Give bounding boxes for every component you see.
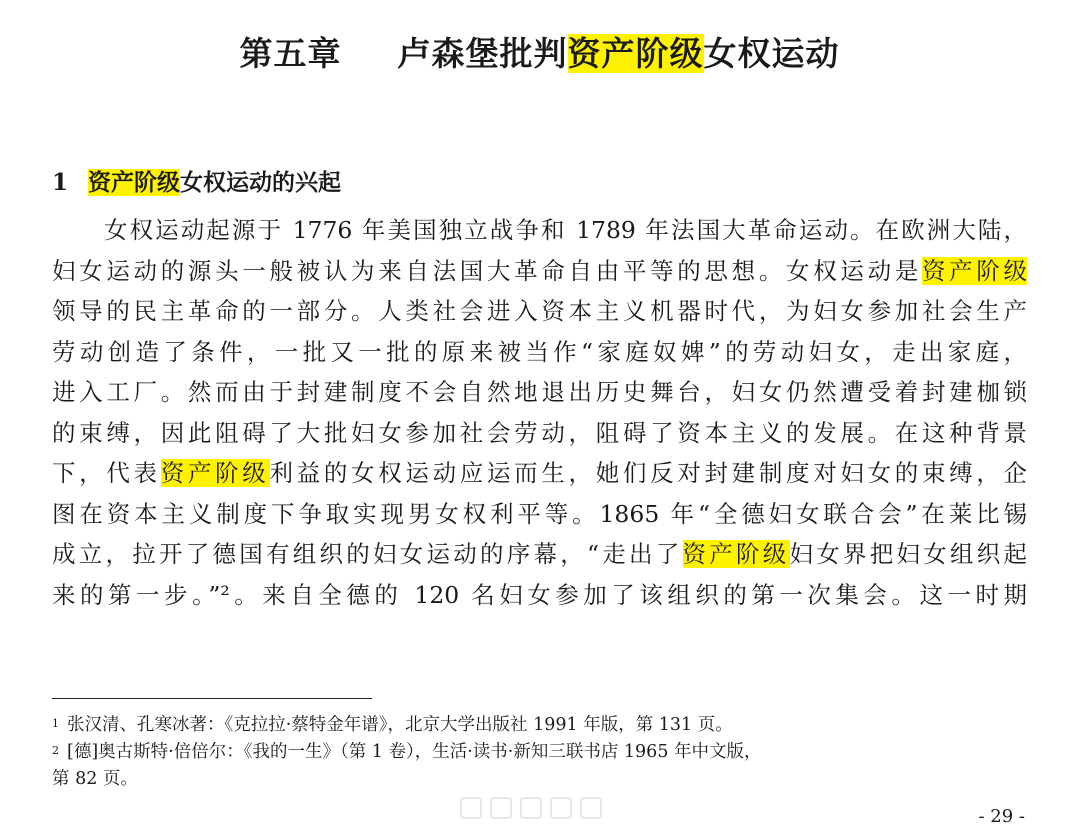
footnote-2: $^2$ [德]奥古斯特·倍倍尔：《我的一生》（第 1 卷），生活·读书·新知三联书店 1965 年中文版， — [52, 742, 762, 762]
body-paragraph — [52, 210, 1027, 615]
section-heading — [52, 164, 341, 197]
footnote-1: $^1$ 张汉清、孔寒冰著：《克拉拉·蔡特金年谱》，北京大学出版社 1991 年版，第 131 页。 — [52, 715, 733, 735]
body-line: 下，代表资产阶级利益的女权运动应运而生，她们反对封建制度对妇女的束缚，企 — [52, 459, 1027, 487]
watermark-icon — [520, 797, 542, 819]
footnote-mark: 1 — [52, 717, 59, 730]
watermark-icon — [580, 797, 602, 819]
body-line: 图在资本主义制度下争取实现男女权利平等。1865 年“全德妇女联合会”在莱比锡 — [52, 499, 1027, 528]
body-line: 女权运动起源于 1776 年美国独立战争和 1789 年法国大革命运动。在欧洲大陆， — [104, 216, 1027, 244]
highlight-term: 资产阶级 — [160, 459, 270, 487]
highlight-term: 资产阶级 — [921, 256, 1027, 285]
chapter-number: 第五章 — [239, 34, 342, 73]
body-line: 领导的民主革命的一部分。人类社会进入资本主义机器时代，为妇女参加社会生产 — [52, 297, 1027, 325]
body-line: 成立，拉开了德国有组织的妇女运动的序幕，“走出了资产阶级妇女界把妇女组织起 — [52, 540, 1027, 568]
body-line: 的束缚，因此阻碍了大批妇女参加社会劳动，阻碍了资本主义的发展。在这种背景 — [52, 418, 1027, 447]
body-line: 来的第一步。”²。来自全德的 120 名妇女参加了该组织的第一次集会。这一时期 — [52, 580, 1027, 609]
page-number: - 29 - — [978, 806, 1025, 827]
highlight-term: 资产阶级 — [682, 540, 790, 568]
section-heading-highlight: 资产阶级 — [88, 169, 180, 196]
footnote-2-continued: 第 82 页。 — [52, 769, 138, 789]
watermark-icon — [550, 797, 572, 819]
body-line: 进入工厂。然而由于封建制度不会自然地退出历史舞台，妇女仍然遭受着封建枷锁 — [52, 378, 1027, 406]
watermark-icon — [460, 797, 482, 819]
body-line: 妇女运动的源头一般被认为来自法国大革命自由平等的思想。女权运动是资产阶级 — [52, 256, 1027, 285]
watermark-icon — [490, 797, 512, 819]
chapter-title-highlight: 资产阶级 — [567, 34, 704, 73]
body-line: 劳动创造了条件，一批又一批的原来被当作“家庭奴婢”的劳动妇女，走出家庭， — [52, 337, 1027, 366]
footnotes — [52, 712, 1027, 793]
chapter-title-suffix: 女权运动 — [703, 34, 840, 73]
chapter-title-prefix: 卢森堡批判 — [397, 34, 568, 73]
footnote-divider — [52, 698, 372, 699]
section-heading-suffix: 女权运动的兴起 — [180, 169, 341, 196]
footnote-mark: 2 — [52, 744, 59, 757]
section-number: 1 — [52, 169, 69, 196]
watermark-icons — [460, 795, 610, 821]
chapter-title — [0, 28, 1079, 75]
